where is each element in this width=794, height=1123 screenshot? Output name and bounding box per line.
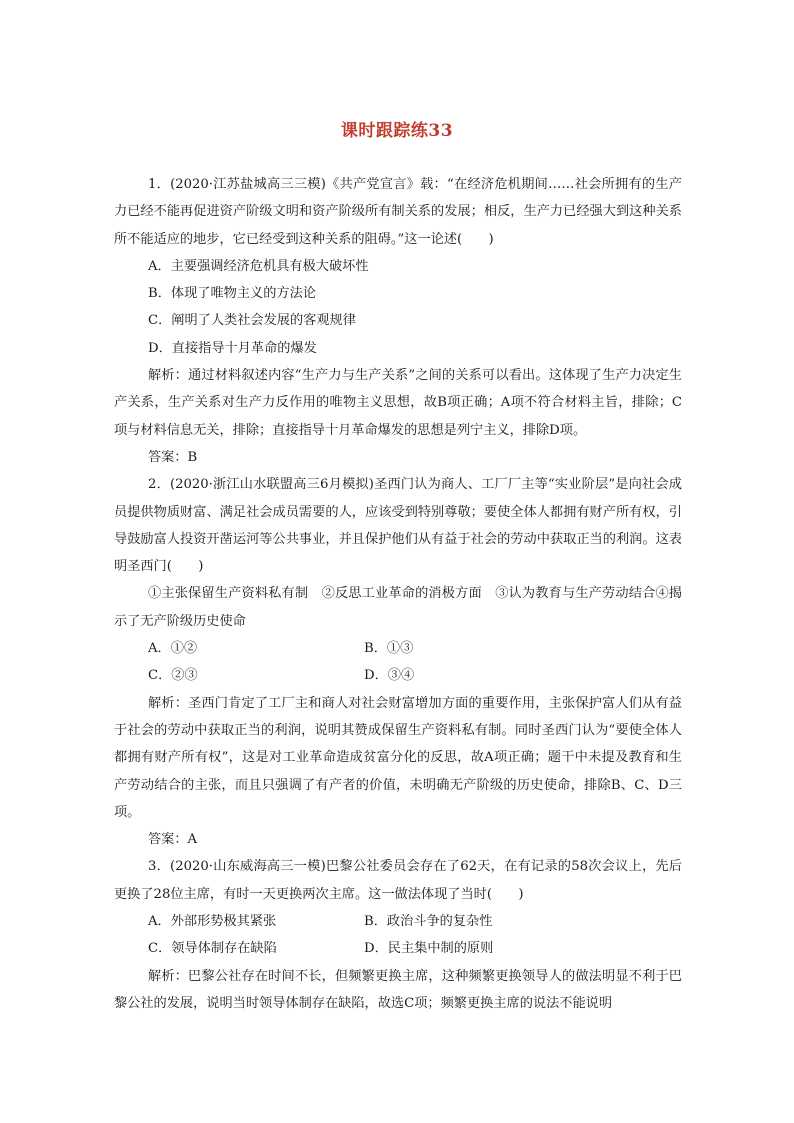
question-3-option-d: D．民主集中制的原则 [364,941,494,957]
question-3-stem: 3．(2020·山东威海高三一模)巴黎公社委员会存在了62天，在有记录的58次会议上，先后更换了28位主席，有时一天更换两次主席。这一做法体现了当时( ) [114,859,682,902]
question-2-options-row-1 [114,635,682,662]
question-3-options-row-2 [114,935,682,962]
question-1-analysis: 解析：通过材料叙述内容“生产力与生产关系”之间的关系可以看出。这体现了生产力决定生产关系，生产关系对生产力反作用的唯物主义思想，故B项正确；A项不符合材料主旨，排除；C项与材料信息无关，排除；直接指导十月革命爆发的思想是列宁主义，排除D项。 [114,368,682,438]
question-1-stem: 1．(2020·江苏盐城高三三模)《共产党宣言》载：“在经济危机期间……社会所拥有的生产力已经不能再促进资产阶级文明和资产阶级所有制关系的发展；相反，生产力已经强大到这种关系所不能适应的地步，它已经受到这种关系的阻碍。”这一论述( ) [114,177,682,247]
question-2-stem: 2．(2020·浙江山水联盟高三6月模拟)圣西门认为商人、工厂厂主等“实业阶层”是向社会成员提供物质财富、满足社会成员需要的人，应该受到特别尊敬；要使全体人都拥有财产所有权，引导鼓励富人投资开凿运河等公共事业，并且保护他们从有益于社会的劳动中获取正当的利润。这表明圣西门( ) [114,477,682,575]
question-2-analysis: 解析：圣西门肯定了工厂主和商人对社会财富增加方面的重要作用，主张保护富人们从有益于社会的劳动中获取正当的利润，说明其赞成保留生产资料私有制。同时圣西门认为“要使全体人都拥有财产所有权”，这是对工业革命造成贫富分化的反思，故A项正确；题干中未提及教育和生产劳动结合的主张，而且只强调了有产者的价值，未明确无产阶级的历史使命，排除B、C、D三项。 [114,695,682,820]
question-1-option-a: A．主要强调经济危机具有极大破坏性 [148,258,369,274]
question-2-answer: 答案：A [148,832,198,848]
question-1-option-c: C．阐明了人类社会发展的客观规律 [148,313,356,329]
question-2-option-c: C．②③ [148,668,198,684]
question-2-option-b: B．①③ [364,641,414,657]
question-1-answer: 答案：B [148,449,198,465]
question-2-options-row-2 [114,662,682,689]
question-3-option-b: B．政治斗争的复杂性 [364,914,493,930]
question-2-statements: ①主张保留生产资料私有制 ②反思工业革命的消极方面 ③认为教育与生产劳动结合④揭示了无产阶级历史使命 [114,586,682,629]
question-2-option-a: A．①② [148,641,198,657]
question-3-option-a: A．外部形势极其紧张 [148,914,277,930]
question-1-option-d: D．直接指导十月革命的爆发 [148,340,317,356]
question-2-option-d: D．③④ [364,668,415,684]
question-1-option-b: B．体现了唯物主义的方法论 [148,286,316,302]
exercise-content [114,171,682,1017]
question-3-analysis: 解析：巴黎公社存在时间不长，但频繁更换主席，这种频繁更换领导人的做法明显不利于巴黎公社的发展，说明当时领导体制存在缺陷，故选C项；频繁更换主席的说法不能说明 [114,968,682,1011]
question-3-option-c: C．领导体制存在缺陷 [148,941,277,957]
page-title: 课时跟踪练33 [340,121,454,141]
question-3-options-row-1 [114,908,682,935]
